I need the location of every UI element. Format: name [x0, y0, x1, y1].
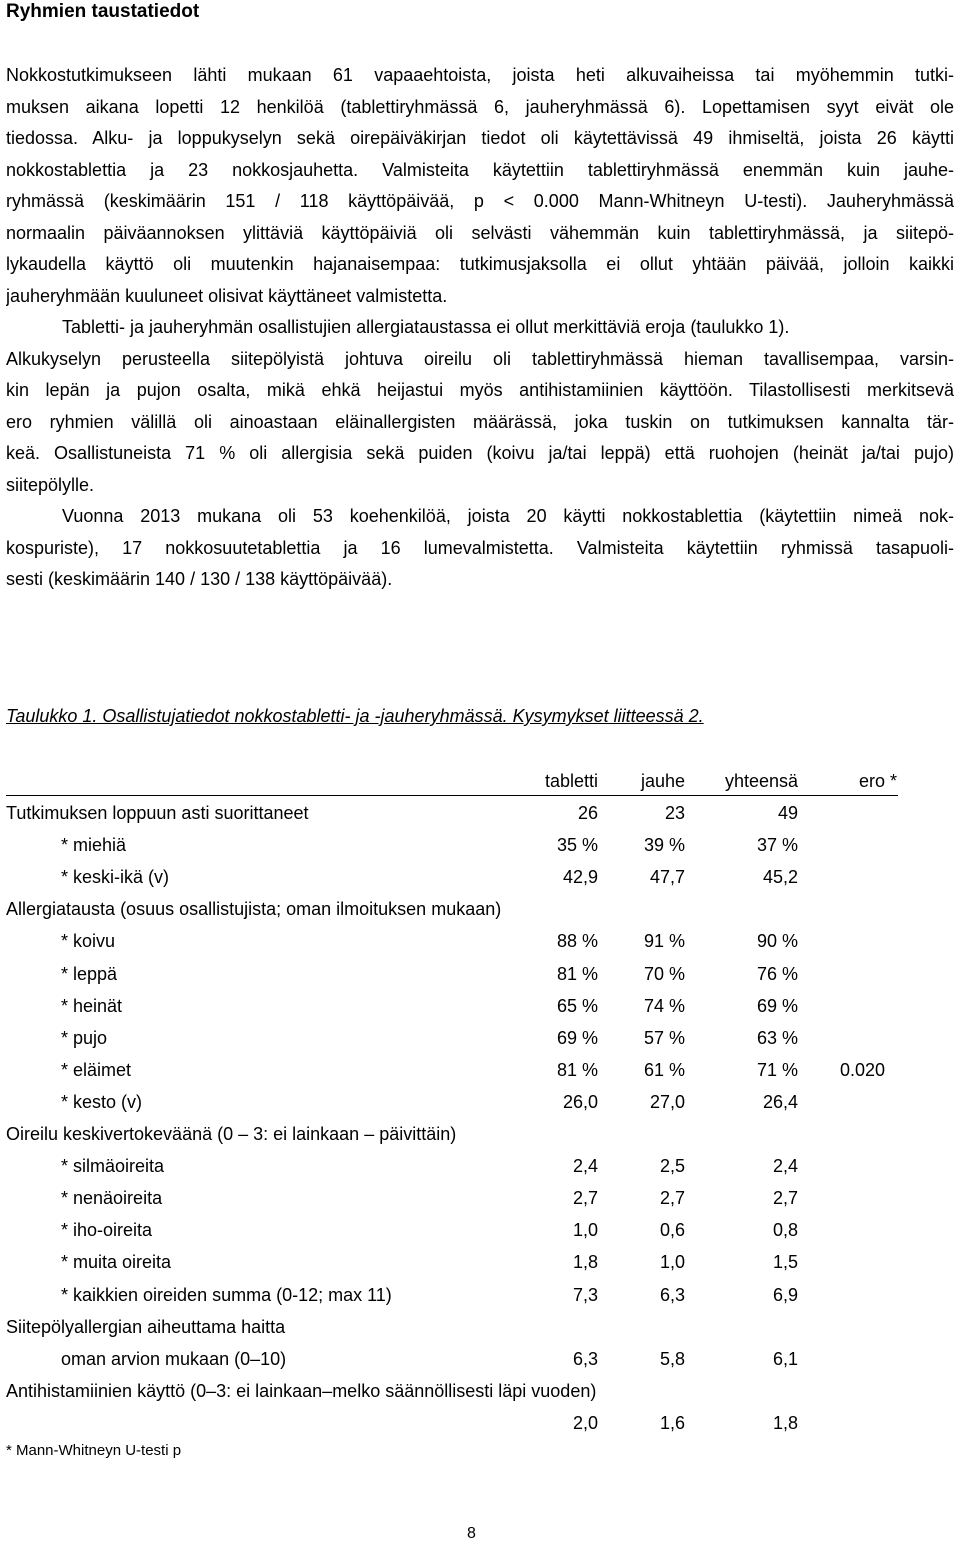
cell-tabletti: 26,0 — [562, 1091, 598, 1112]
cell-tabletti: 2,7 — [572, 1188, 598, 1209]
table-row — [6, 1280, 954, 1312]
table-row — [6, 991, 954, 1023]
cell-tabletti: 81 % — [556, 963, 598, 984]
table-row — [6, 1376, 954, 1408]
table-row — [6, 1247, 954, 1279]
paragraph-line: Nokkostutkimukseen lähti mukaan 61 vapaaehtoista, joista heti alkuvaiheissa tai myöhemmin tutki- — [6, 65, 954, 85]
paragraph-line: normaalin päiväannoksen ylittäviä käyttöpäiviä oli selvästi vähemmän kuin tablettiryhmässä, ja siitepö- — [6, 222, 954, 243]
cell-jauhe: 1,0 — [659, 1252, 685, 1273]
row-label: * eläimet — [61, 1059, 132, 1080]
row-label: Antihistamiinien käyttö (0–3: ei lainkaan–melko säännöllisesti läpi vuoden) — [6, 1380, 597, 1401]
cell-yhteensa: 37 % — [756, 835, 798, 856]
row-label: oman arvion mukaan (0–10) — [61, 1348, 287, 1369]
row-label: * pujo — [61, 1027, 108, 1048]
cell-jauhe: 5,8 — [659, 1348, 685, 1369]
body-paragraphs — [6, 60, 954, 596]
cell-tabletti: 42,9 — [562, 867, 598, 888]
cell-tabletti: 26 — [577, 803, 598, 824]
paragraph-line: kin lepän ja pujon osalta, mikä ehkä heijastui myös antihistamiinien käyttöön. Tilastollisesti merkitsevä — [6, 380, 954, 400]
cell-tabletti: 81 % — [556, 1059, 598, 1080]
paragraph-line: Alkukyselyn perusteella siitepölyistä johtuva oireilu oli tablettiryhmässä hieman tavallisempaa, varsin- — [6, 348, 954, 369]
cell-jauhe: 91 % — [643, 931, 685, 952]
cell-jauhe: 70 % — [643, 963, 685, 984]
paragraph-line: keä. Osallistuneista 71 % oli allergisia sekä puiden (koivu ja/tai leppä) että ruohojen (heinät ja/tai pujo) — [6, 443, 954, 463]
table-caption: Taulukko 1. Osallistujatiedot nokkostabletti- ja -jauheryhmässä. Kysymykset liitteessä 2. — [6, 706, 704, 726]
table-row — [6, 926, 954, 958]
table-row — [6, 1119, 954, 1151]
cell-jauhe: 0,6 — [659, 1220, 685, 1241]
cell-jauhe: 61 % — [643, 1059, 685, 1080]
cell-tabletti: 2,0 — [572, 1412, 598, 1433]
table-row — [6, 798, 954, 830]
cell-yhteensa: 69 % — [756, 995, 798, 1016]
paragraph-line: sesti (keskimäärin 140 / 130 / 138 käyttöpäivää). — [6, 569, 393, 589]
row-label: * iho-oireita — [61, 1220, 153, 1241]
paragraph-line: Vuonna 2013 mukana oli 53 koehenkilöä, joista 20 käytti nokkostablettia (käytettiin nimeä nok- — [62, 506, 954, 526]
cell-yhteensa: 45,2 — [762, 867, 798, 888]
cell-tabletti: 6,3 — [572, 1348, 598, 1369]
row-label: * leppä — [61, 963, 118, 984]
row-label: * heinät — [61, 995, 123, 1016]
cell-tabletti: 35 % — [556, 835, 598, 856]
cell-yhteensa: 1,5 — [772, 1252, 798, 1273]
page-number: 8 — [467, 1525, 476, 1542]
cell-yhteensa: 49 — [777, 803, 798, 824]
cell-yhteensa: 2,4 — [772, 1156, 798, 1177]
table-row — [6, 1055, 954, 1087]
row-label: Oireilu keskivertokeväänä (0 – 3: ei lainkaan – päivittäin) — [6, 1124, 457, 1145]
row-label: * kesto (v) — [61, 1091, 143, 1112]
cell-tabletti: 65 % — [556, 995, 598, 1016]
table-row — [6, 894, 954, 926]
paragraph-line: kospuriste), 17 nokkosuutetablettia ja 16 lumevalmistetta. Valmisteita käytettiin ryhmissä tasapuoli- — [6, 537, 954, 558]
paragraph-line: Tabletti- ja jauheryhmän osallistujien allergiataustassa ei ollut merkittäviä eroja (taulukko 1). — [62, 317, 790, 337]
table-row — [6, 1312, 954, 1344]
row-label: * kaikkien oireiden summa (0-12; max 11) — [61, 1284, 392, 1305]
cell-yhteensa: 26,4 — [762, 1091, 798, 1112]
cell-yhteensa: 76 % — [756, 963, 798, 984]
header-ero: ero * — [858, 771, 897, 791]
cell-tabletti: 88 % — [556, 931, 598, 952]
paragraph-line: ero ryhmien välillä oli ainoastaan eläinallergisten määrässä, joka tuskin on tutkimuksen kannalta tär- — [6, 411, 954, 432]
cell-tabletti: 1,8 — [572, 1252, 598, 1273]
table-footnote: * Mann-Whitneyn U-testi p — [6, 1442, 182, 1459]
row-label: Tutkimuksen loppuun asti suorittaneet — [6, 803, 309, 824]
table-row — [6, 862, 954, 894]
cell-jauhe: 27,0 — [649, 1091, 685, 1112]
section-heading: Ryhmien taustatiedot — [6, 1, 200, 22]
cell-yhteensa: 6,9 — [772, 1284, 798, 1305]
paragraph-line: muksen aikana lopetti 12 henkilöä (tablettiryhmässä 6, jauheryhmässä 6). Lopettamisen syyt eivät ole — [6, 96, 954, 117]
cell-yhteensa: 90 % — [756, 931, 798, 952]
cell-jauhe: 6,3 — [659, 1284, 685, 1305]
table-header-row — [6, 766, 954, 798]
cell-ero: 0.020 — [839, 1059, 885, 1080]
row-label: * silmäoireita — [61, 1156, 165, 1177]
header-yhteensa: yhteensä — [724, 771, 798, 791]
table-row — [6, 1183, 954, 1215]
cell-yhteensa: 2,7 — [772, 1188, 798, 1209]
cell-jauhe: 74 % — [643, 995, 685, 1016]
row-label: * muita oireita — [61, 1252, 172, 1273]
table-row — [6, 830, 954, 862]
cell-yhteensa: 63 % — [756, 1027, 798, 1048]
cell-yhteensa: 6,1 — [772, 1348, 798, 1369]
header-jauhe: jauhe — [640, 771, 685, 791]
table-row — [6, 1023, 954, 1055]
row-label: Allergiatausta (osuus osallistujista; oman ilmoituksen mukaan) — [6, 899, 502, 920]
cell-tabletti: 2,4 — [572, 1156, 598, 1177]
row-label: * koivu — [61, 931, 116, 952]
table-row — [6, 1151, 954, 1183]
row-label: * miehiä — [61, 835, 127, 856]
paragraph-line: nokkostablettia ja 23 nokkosjauhetta. Valmisteita käytettiin tablettiryhmässä enemmän kuin jauhe- — [6, 159, 954, 180]
cell-jauhe: 2,5 — [659, 1156, 685, 1177]
row-label: Siitepölyallergian aiheuttama haitta — [6, 1316, 286, 1337]
participant-table — [6, 766, 954, 1440]
cell-tabletti: 69 % — [556, 1027, 598, 1048]
table-row — [6, 1408, 954, 1440]
cell-tabletti: 1,0 — [572, 1220, 598, 1241]
cell-jauhe: 39 % — [643, 835, 685, 856]
cell-jauhe: 47,7 — [649, 867, 685, 888]
table-row — [6, 959, 954, 991]
cell-yhteensa: 0,8 — [772, 1220, 798, 1241]
table-row — [6, 1087, 954, 1119]
paragraph-line: jauheryhmään kuuluneet olisivat käyttäneet valmistetta. — [6, 285, 448, 306]
cell-jauhe: 1,6 — [659, 1412, 685, 1433]
cell-jauhe: 2,7 — [659, 1188, 685, 1209]
cell-yhteensa: 71 % — [756, 1059, 798, 1080]
cell-yhteensa: 1,8 — [772, 1412, 798, 1433]
paragraph-line: ryhmässä (keskimäärin 151 / 118 käyttöpäivää, p < 0.000 Mann-Whitneyn U-testi). Jauheryhmässä — [6, 191, 954, 211]
table-row — [6, 1215, 954, 1247]
paragraph-line: siitepölylle. — [6, 474, 95, 495]
cell-jauhe: 57 % — [643, 1027, 685, 1048]
header-tabletti: tabletti — [544, 771, 598, 791]
paragraph-line: tiedossa. Alku- ja loppukyselyn sekä oirepäiväkirjan tiedot oli käytettävissä 49 ihmiseltä, joista 26 käytti — [6, 128, 954, 148]
table-row — [6, 1344, 954, 1376]
paragraph-line: lykaudella käyttö oli muutenkin hajanaisempaa: tutkimusjaksolla ei ollut yhtään päivää, jolloin kaikki — [6, 254, 954, 274]
row-label: * nenäoireita — [61, 1188, 163, 1209]
row-label: * keski-ikä (v) — [61, 867, 170, 888]
cell-tabletti: 7,3 — [572, 1284, 598, 1305]
cell-jauhe: 23 — [664, 803, 685, 824]
